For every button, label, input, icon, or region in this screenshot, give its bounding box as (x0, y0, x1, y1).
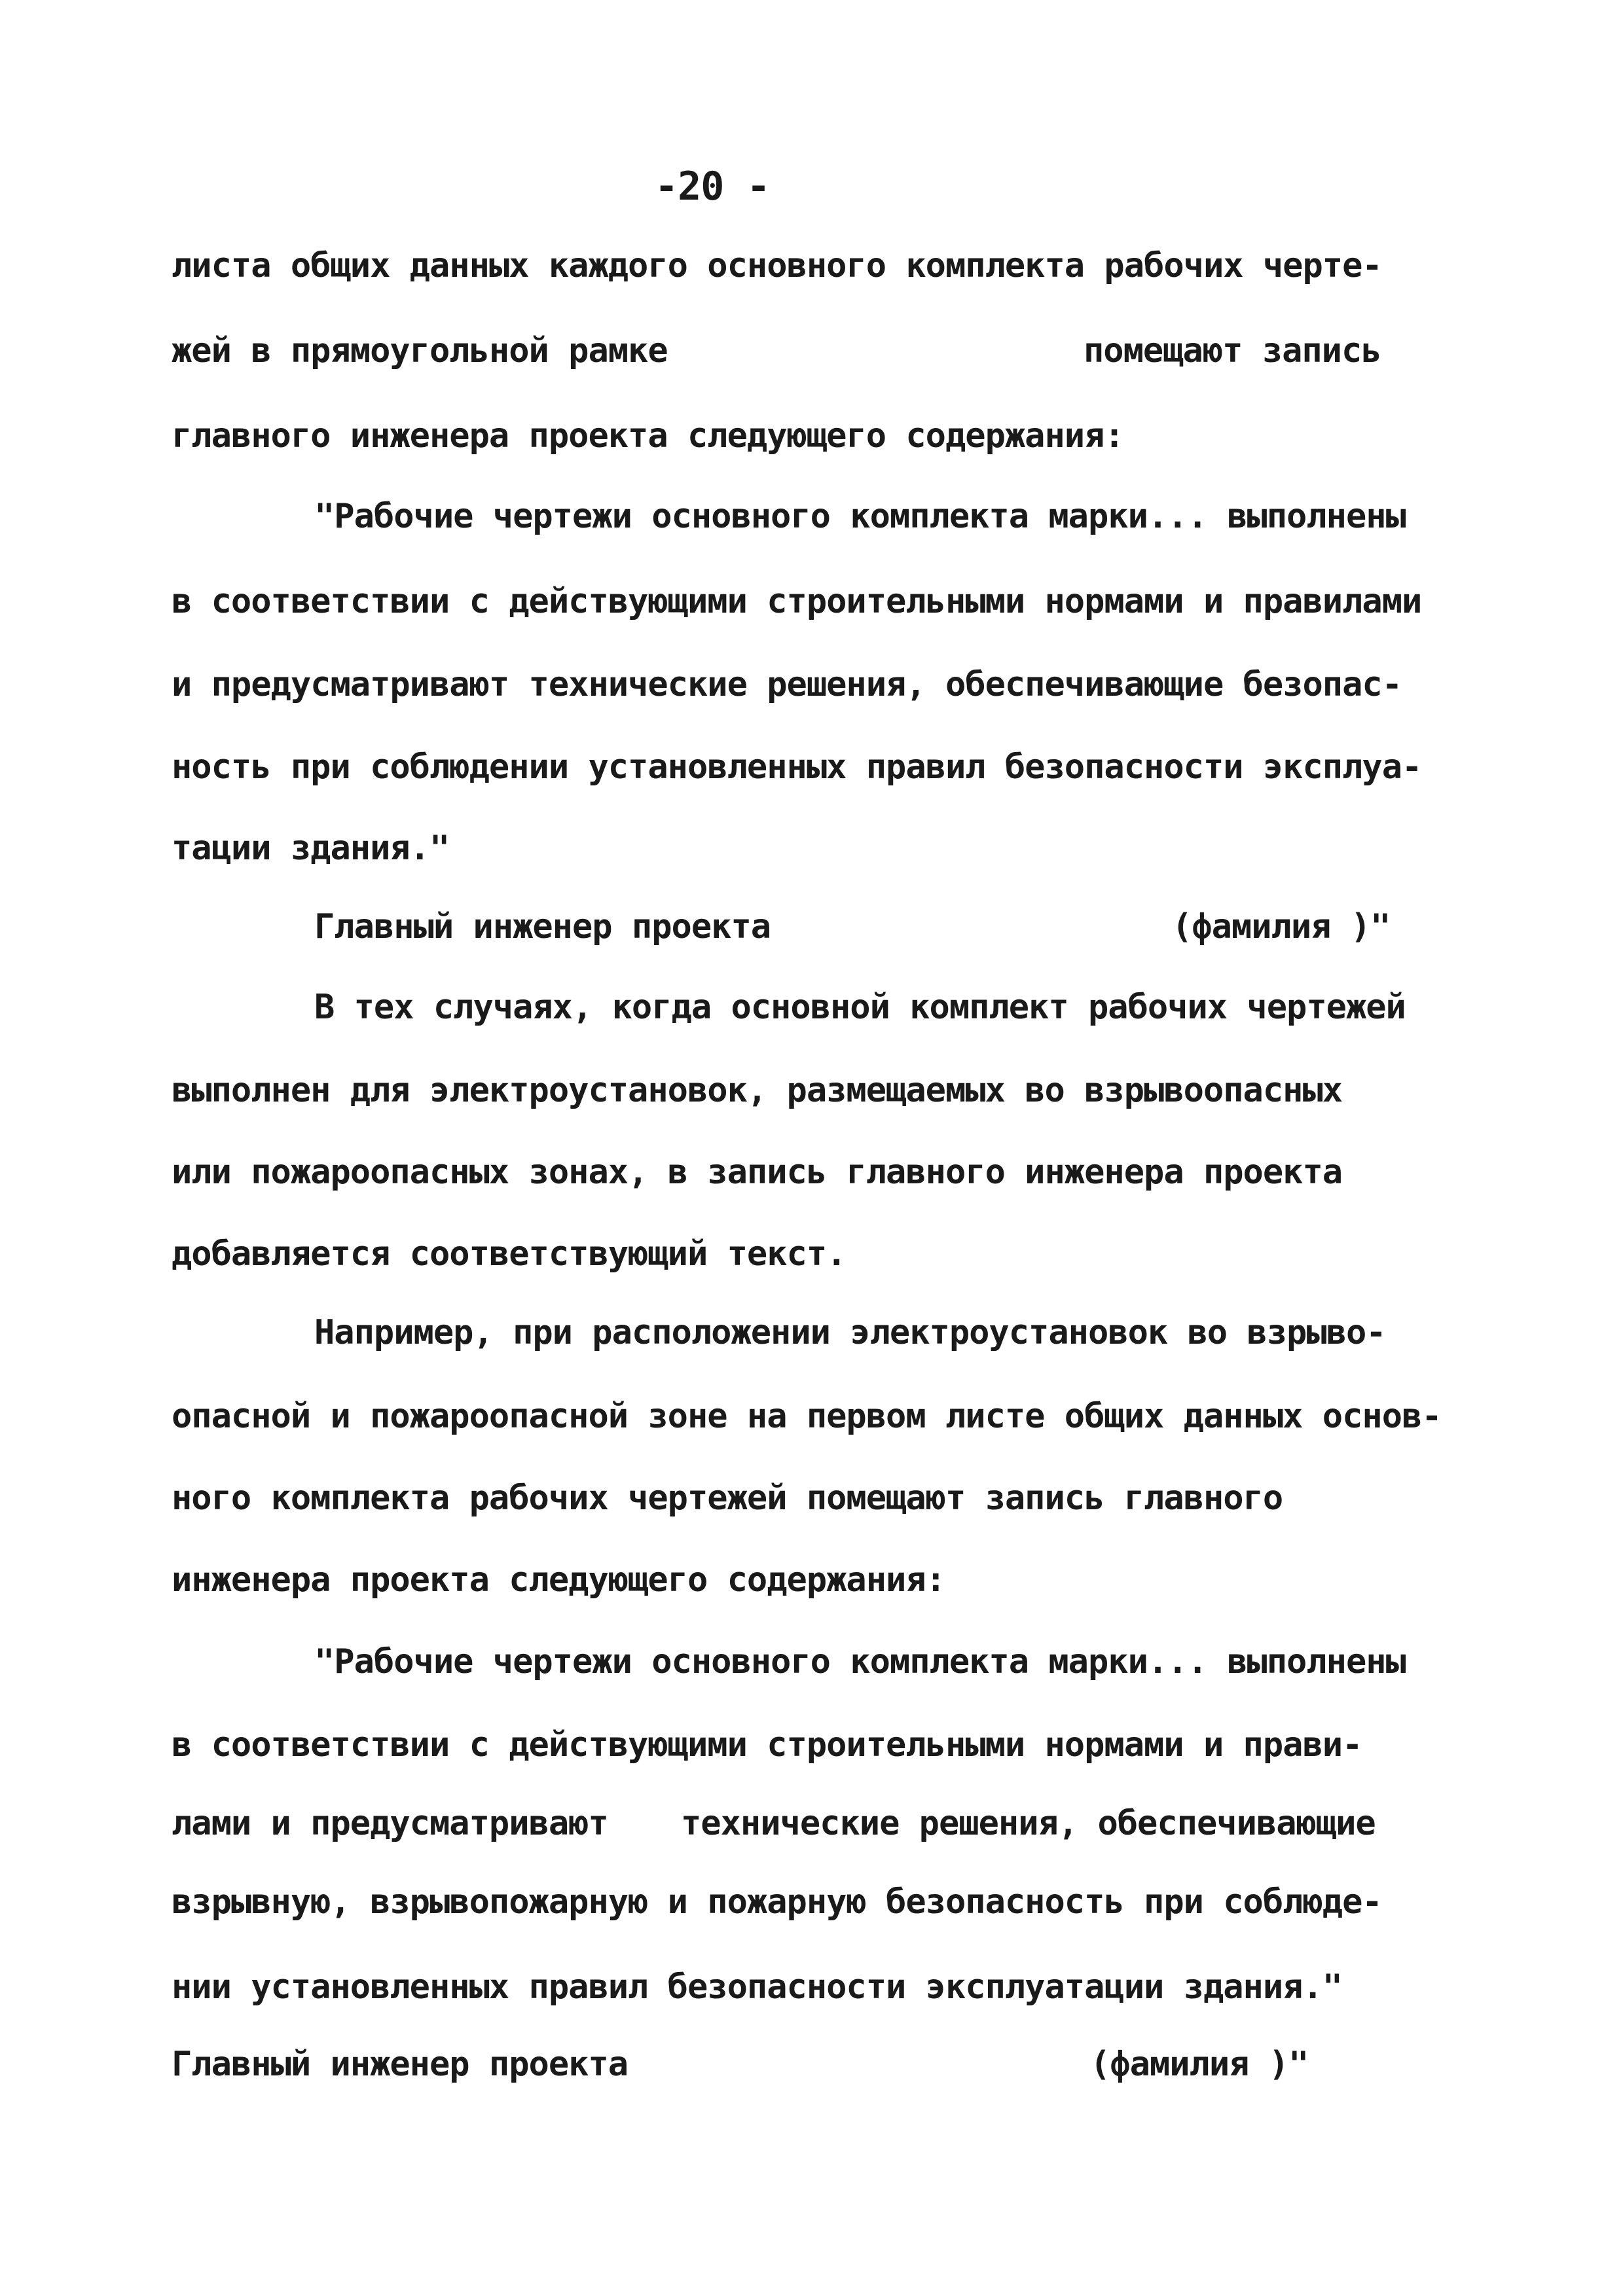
paragraph-1-line-1: листа общих данных каждого основного комплекта рабочих черте- (172, 246, 1382, 285)
paragraph-1-line-2-right: помещают запись (1084, 331, 1381, 370)
paragraph-1-line-2-left: жей в прямоугольной рамке (172, 331, 668, 370)
paragraph-3-line-1: Например, при расположении электроустановок во взрыво- (314, 1313, 1386, 1352)
signature-2-name: (фамилия )" (1090, 2045, 1309, 2084)
signature-2-label: Главный инженер проекта (172, 2045, 629, 2084)
quote-1-line-5: тации здания." (172, 829, 450, 868)
paragraph-2-line-2: выполнен для электроустановок, размещаемых во взрывоопасных (172, 1071, 1343, 1110)
paragraph-3-line-3: ного комплекта рабочих чертежей помещают запись главного (172, 1479, 1283, 1518)
quote-1-line-2: в соответствии с действующими строительными нормами и правилами (172, 582, 1422, 621)
quote-2-line-3-right: технические решения, обеспечивающие (681, 1804, 1376, 1843)
paragraph-3-line-4: инженера проекта следующего содержания: (172, 1560, 945, 1600)
quote-1-line-4: ность при соблюдении установленных правил безопасности эксплуа- (172, 747, 1422, 787)
paragraph-2-line-1: В тех случаях, когда основной комплект рабочих чертежей (314, 988, 1406, 1027)
quote-2-line-2: в соответствии с действующими строительными нормами и прави- (172, 1725, 1362, 1765)
signature-1-label: Главный инженер проекта (314, 907, 771, 946)
quote-2-line-4: взрывную, взрывопожарную и пожарную безопасность при соблюде- (172, 1882, 1382, 1922)
quote-1-line-1: "Рабочие чертежи основного комплекта марки... выполнены (314, 497, 1406, 536)
paragraph-3-line-2: опасной и пожароопасной зоне на первом листе общих данных основ- (172, 1397, 1442, 1436)
paragraph-1-line-3: главного инженера проекта следующего содержания: (172, 416, 1124, 456)
paragraph-2-line-4: добавляется соответствующий текст. (172, 1234, 847, 1274)
paragraph-2-line-3: или пожароопасных зонах, в запись главного инженера проекта (172, 1153, 1343, 1192)
quote-1-line-3: и предусматривают технические решения, обеспечивающие безопас- (172, 665, 1402, 704)
page-number: -20 - (655, 164, 770, 209)
quote-2-line-3-left: лами и предусматривают (172, 1804, 608, 1843)
quote-2-line-1: "Рабочие чертежи основного комплекта марки... выполнены (314, 1642, 1406, 1681)
signature-1-name: (фамилия )" (1172, 907, 1391, 946)
quote-2-line-5: нии установленных правил безопасности эксплуатации здания." (172, 1967, 1343, 2007)
